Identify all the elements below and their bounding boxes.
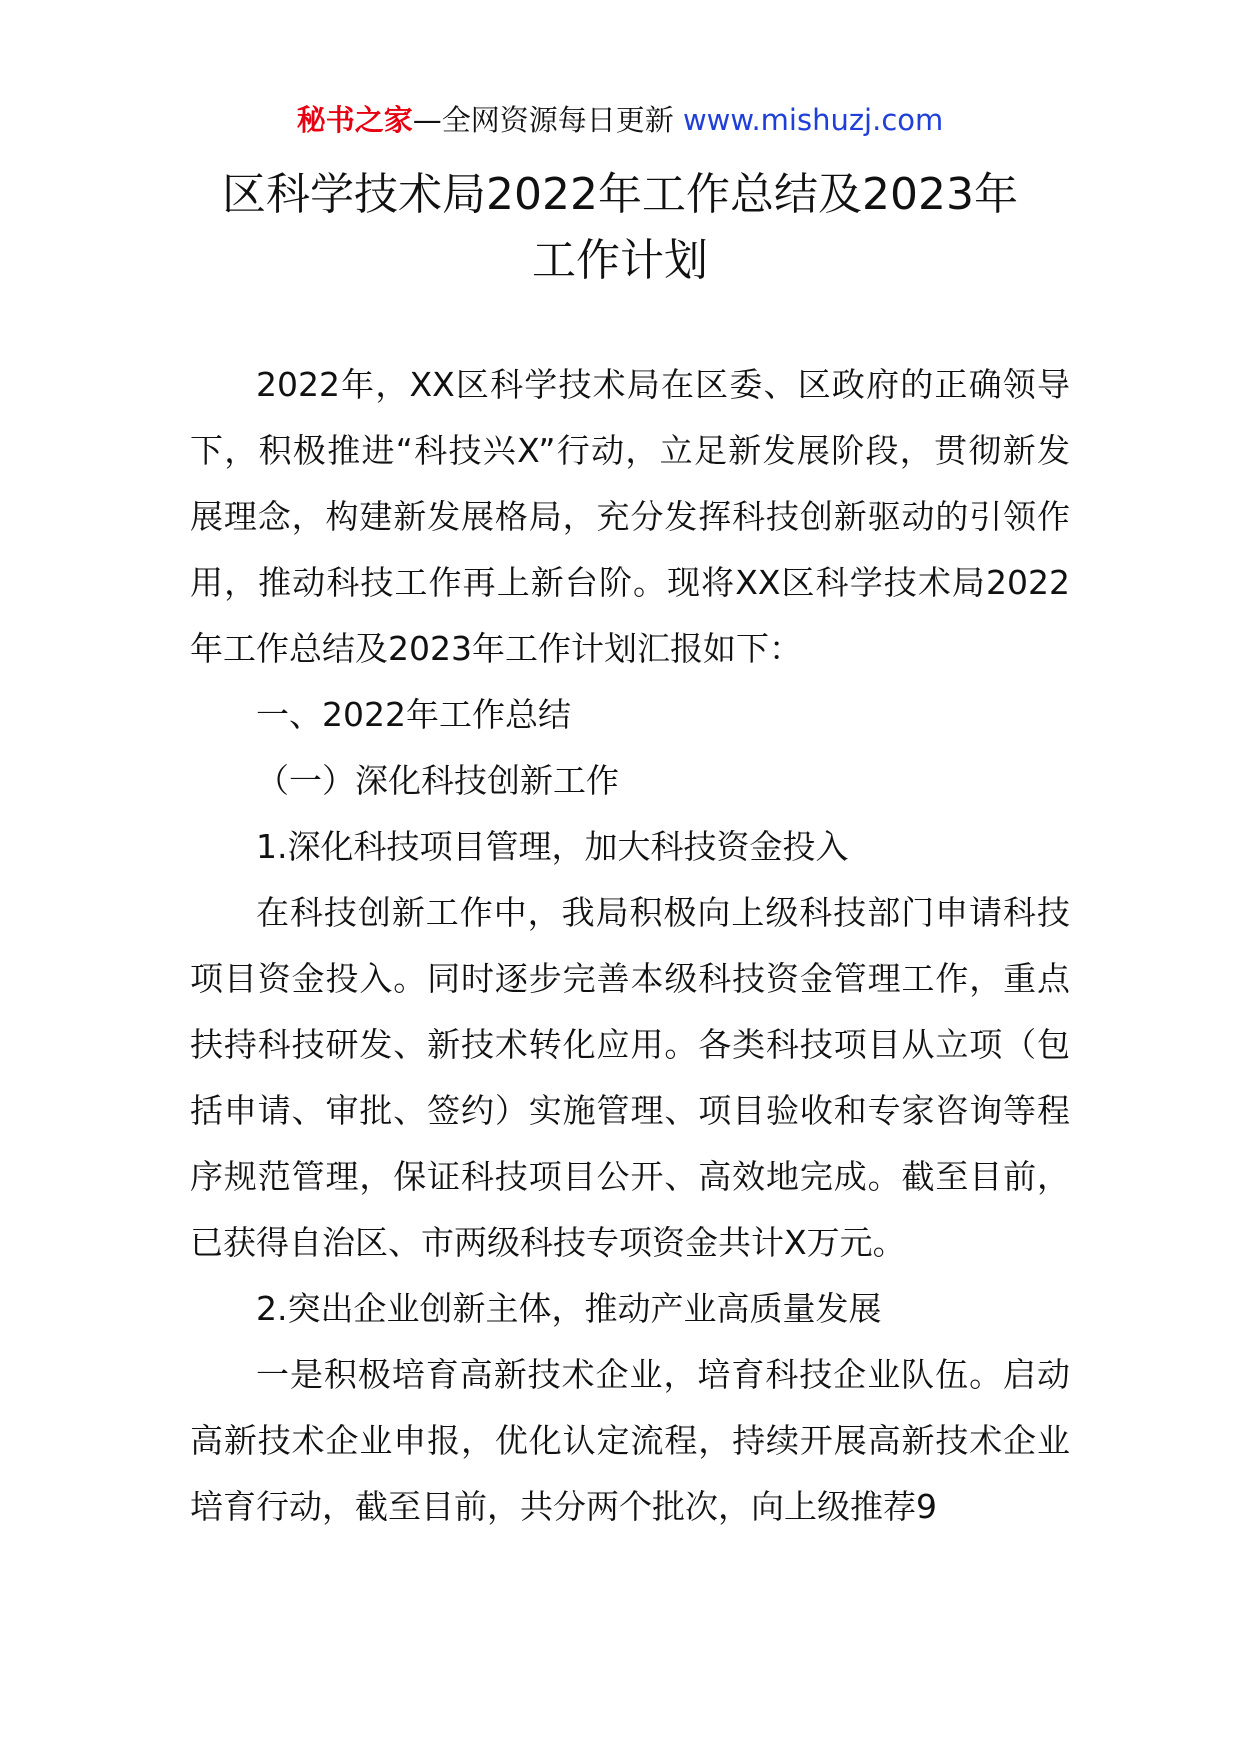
title-line-2: 工作计划: [532, 235, 708, 286]
subsection-heading-1: （一）深化科技创新工作: [256, 761, 619, 800]
item-heading-1: 1.深化科技项目管理，加大科技资金投入: [256, 827, 849, 866]
title-line-1: 区科学技术局2022年工作总结及2023年: [222, 169, 1018, 220]
item-paragraph-1: 在科技创新工作中，我局积极向上级科技部门申请科技项目资金投入。同时逐步完善本级科技资金管理工作，重点扶持科技研发、新技术转化应用。各类科技项目从立项（包括申请、审批、签约）实施管理、项目验收和专家咨询等程序规范管理，保证科技项目公开、高效地完成。截至目前，已获得自治区、市两级科技专项资金共计X万元。: [190, 893, 1070, 1262]
item-paragraph-2: 一是积极培育高新技术企业，培育科技企业队伍。启动高新技术企业申报，优化认定流程，持续开展高新技术企业培育行动，截至目前，共分两个批次，向上级推荐9: [190, 1355, 1070, 1526]
header-slogan: —全网资源每日更新: [412, 103, 674, 137]
document-title: [150, 162, 1090, 294]
section-heading-1: 一、2022年工作总结: [256, 695, 571, 734]
brand-name: 秘书之家: [296, 103, 413, 137]
site-url-link[interactable]: www.mishuzj.com: [682, 103, 944, 137]
document-body: [190, 352, 1070, 1540]
site-header: [0, 100, 1240, 140]
item-heading-2: 2.突出企业创新主体，推动产业高质量发展: [256, 1289, 882, 1328]
intro-paragraph: 2022年，XX区科学技术局在区委、区政府的正确领导下，积极推进“科技兴X”行动，立足新发展阶段，贯彻新发展理念，构建新发展格局，充分发挥科技创新驱动的引领作用，推动科技工作再上新台阶。现将XX区科学技术局2022年工作总结及2023年工作计划汇报如下：: [190, 365, 1070, 668]
